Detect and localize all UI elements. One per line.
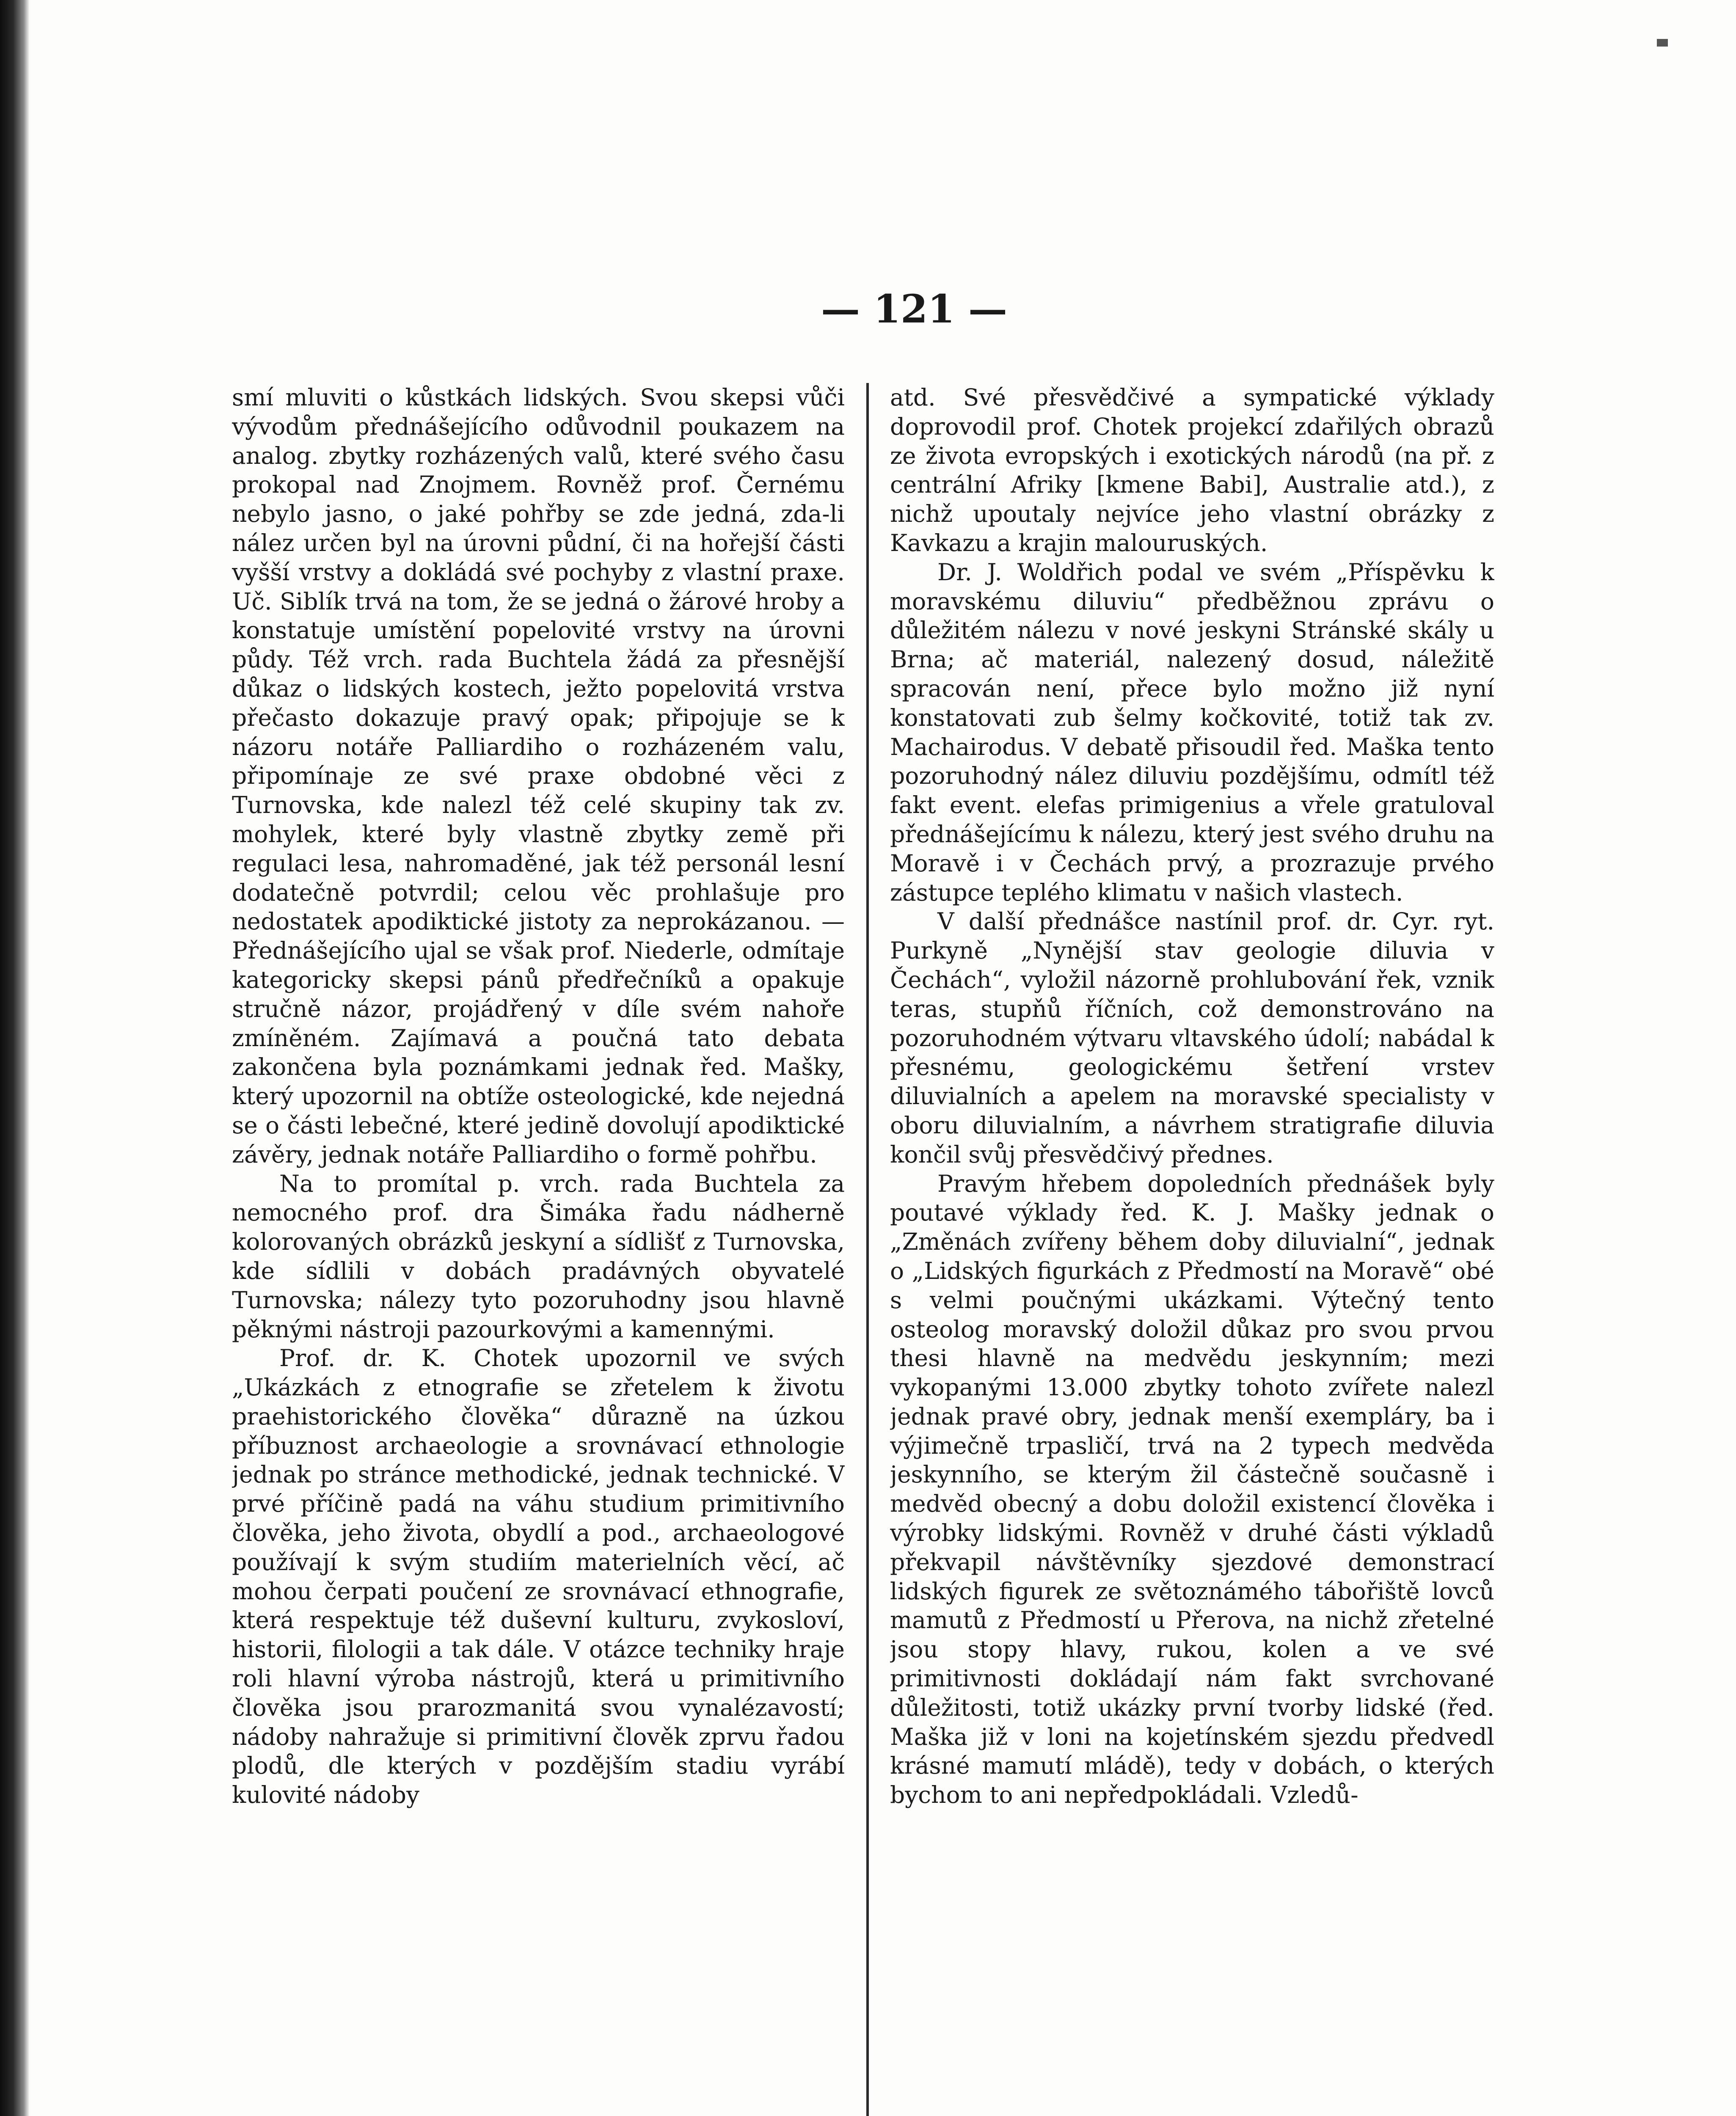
column-divider-rule (866, 383, 869, 2116)
left-text-column (232, 383, 845, 2116)
left-paragraph-1: smí mluviti o kůstkách lidských. Svou skepsi vůči vývodům přednášejícího odůvodnil poukazem na analog. zbytky rozházených valů, které svého času prokopal nad Znojmem. Rovněž prof. Černému nebylo jasno, o jaké pohřby se zde jedná, zda-li nález určen byl na úrovni půdní, či na hořejší části vyšší vrstvy a dokládá své pochyby z vlastní praxe. Uč. Siblík trvá na tom, že se jedná o žárové hroby a konstatuje umístění popelovité vrstvy na úrovni půdy. Též vrch. rada Buchtela žádá za přesnější důkaz o lidských kostech, ježto popelovitá vrstva přečasto dokazuje pravý opak; připojuje se k názoru notáře Palliardiho o rozházeném valu, připomínaje ze své praxe obdobné věci z Turnovska, kde nalezl též celé skupiny tak zv. mohylek, které byly vlastně zbytky země při regulaci lesa, nahromaděné, jak též personál lesní dodatečně potvrdil; celou věc prohlašuje pro nedostatek apodiktické jistoty za neprokázanou. — Přednášejícího ujal se však prof. Niederle, odmítaje kategoricky skepsi pánů předřečníků a opakuje stručně názor, projádřený v díle svém nahoře zmíněném. Zajímavá a poučná tato debata zakončena byla poznámkami jednak řed. Mašky, který upozornil na obtíže osteologické, kde nejedná se o části lebečné, které jedině dovolují apodiktické závěry, jednak notáře Palliardiho o formě pohřbu. (232, 384, 845, 1168)
right-paragraph-3: V další přednášce nastínil prof. dr. Cyr. ryt. Purkyně „Nynější stav geologie diluvia v Čechách“, vyložil názorně prohlubování řek, vznik teras, stupňů říčních, což demonstrováno na pozoruhodném výtvaru vltavského údolí; nabádal k přesnému, geologickému šetření vrstev diluvialních a apelem na moravské specialisty v oboru diluvialním, a návrhem stratigrafie diluvia končil svůj přesvědčivý přednes. (890, 908, 1494, 1168)
left-paragraph-3: Prof. dr. K. Chotek upozornil ve svých „Ukázkách z etnografie se zřetelem k životu praehistorického člověka“ důrazně na úzkou příbuznost archaeologie a srovnávací ethnologie jednak po stránce methodické, jednak technické. V prvé příčině padá na váhu studium primitivního člověka, jeho života, obydlí a pod., archaeologové používají k svým studiím materielních věcí, ač mohou čerpati poučení ze srovnávací ethnografie, která respektuje též duševní kulturu, zvykosloví, historii, filologii a tak dále. V otázce techniky hraje roli hlavní výroba nástrojů, která u primitivního člověka jsou prarozmanitá svou vynalézavostí; nádoby nahražuje si primitivní člověk zprvu řadou plodů, dle kterých v pozdějším stadiu vyrábí kulovité nádoby (232, 1345, 845, 1809)
binding-edge-shadow (0, 0, 30, 2116)
right-paragraph-4: Pravým hřebem dopoledních přednášek byly poutavé výklady řed. K. J. Mašky jednak o „Změnách zvířeny během doby diluvialní“, jednak o „Lidských figurkách z Předmostí na Moravě“ obé s velmi poučnými ukázkami. Výtečný tento osteolog moravský doložil důkaz pro svou prvou thesi hlavně na medvědu jeskynním; mezi vykopanými 13.000 zbytky tohoto zvířete nalezl jednak pravé obry, jednak menší exempláry, ba i výjimečně trpasličí, trvá na 2 typech medvěda jeskynního, se kterým žil částečně současně i medvěd obecný a dobu doložil existencí člověka i výrobky lidskými. Rovněž v druhé části výkladů překvapil návštěvníky sjezdové demonstrací lidských figurek ze světoznámého tábořiště lovců mamutů z Předmostí u Přerova, na nichž zřetelné jsou stopy hlavy, rukou, kolen a ve své primitivnosti dokládají nám fakt svrchované důležitosti, totiž ukázky první tvorby lidské (řed. Maška již v loni na kojetínském sjezdu předvedl krásné mamutí mládě), tedy v dobách, o kterých bychom to ani nepředpokládali. Vzledů- (890, 1170, 1494, 1809)
right-paragraph-1: atd. Své přesvědčivé a sympatické výklady doprovodil prof. Chotek projekcí zdařilých obrazů ze života evropských i exotických národů (na př. z centrální Afriky [kmene Babi], Australie atd.), z nichž upoutaly nejvíce jeho vlastní obrázky z Kavkazu a krajin malouruských. (890, 384, 1494, 557)
right-paragraph-2: Dr. J. Woldřich podal ve svém „Příspěvku k moravskému diluviu“ předběžnou zprávu o důležitém nálezu v nové jeskyni Stránské skály u Brna; ač materiál, nalezený dosud, náležitě spracován není, přece bylo možno již nyní konstatovati zub šelmy kočkovité, totiž tak zv. Machairodus. V debatě přisoudil řed. Maška tento pozoruhodný nález diluviu pozdějšímu, odmítl též fakt event. elefas primigenius a vřele gratuloval přednášejícímu k nálezu, který jest svého druhu na Moravě i v Čechách prvý, a prozrazuje prvého zástupce teplého klimatu v našich vlastech. (890, 558, 1494, 906)
page-number: — 121 — (821, 286, 1008, 332)
print-mark (1657, 39, 1668, 47)
left-paragraph-2: Na to promítal p. vrch. rada Buchtela za nemocného prof. dra Šimáka řadu nádherně kolorovaných obrázků jeskyní a sídlišť z Turnovska, kde sídlili v dobách pradávných obyvatelé Turnovska; nálezy tyto pozoruhodny jsou hlavně pěknými nástroji pazourkovými a kamennými. (232, 1170, 845, 1343)
right-text-column (890, 383, 1494, 2116)
